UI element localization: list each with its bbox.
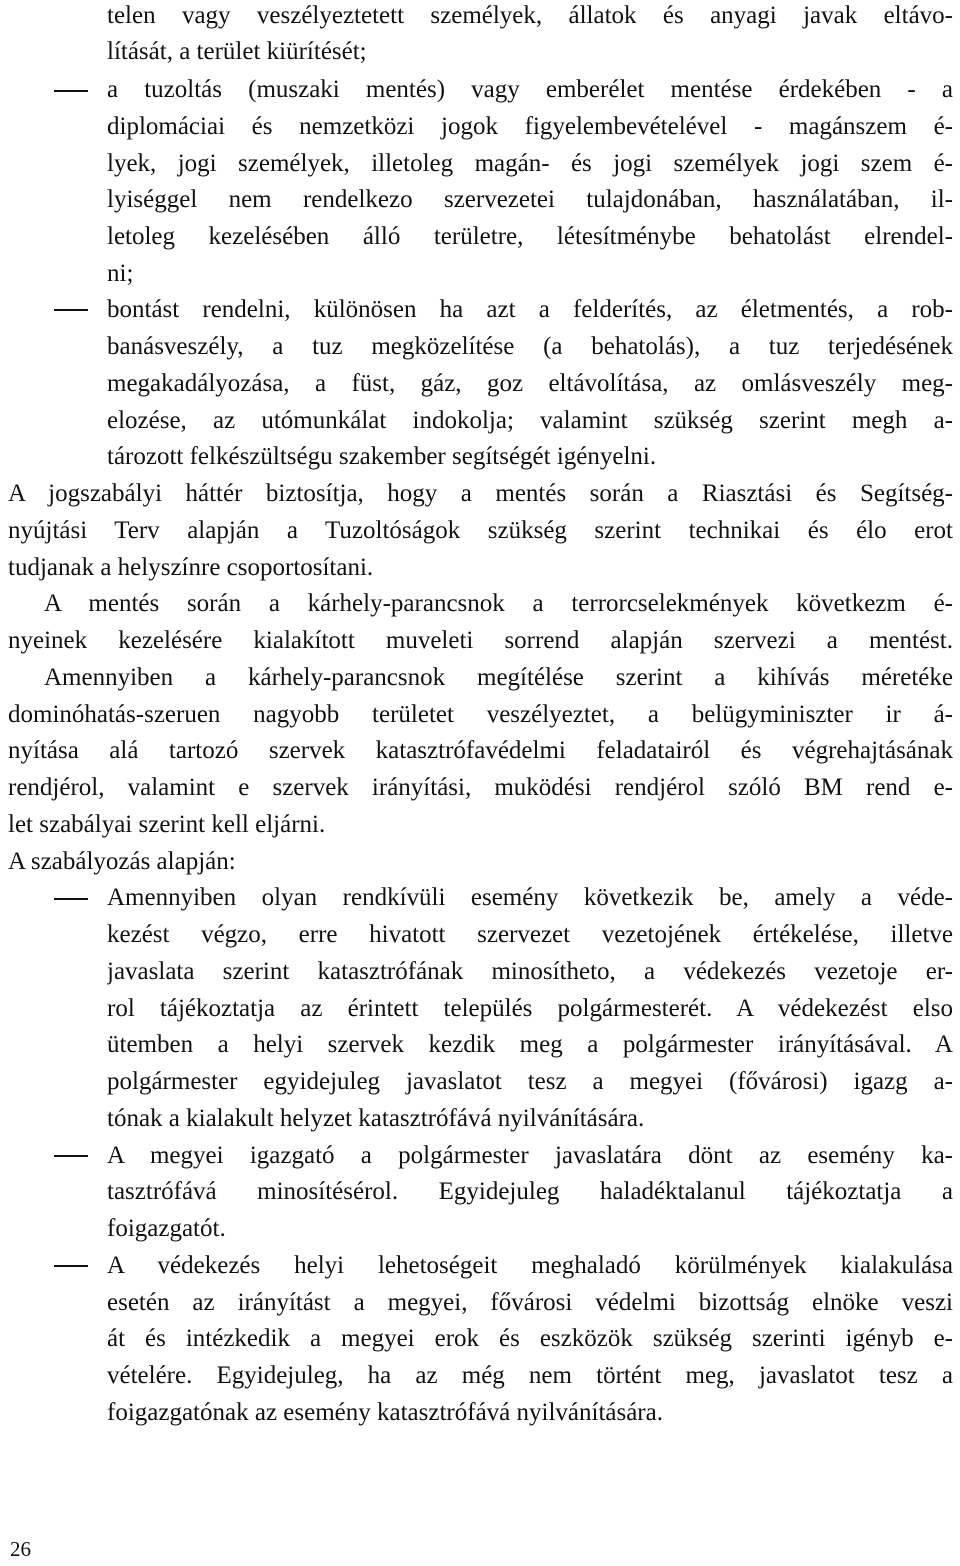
text-line: megakadályozása, a füst, gáz, goz eltávolítása, az omlásveszély meg-	[107, 370, 953, 397]
text-line: lyiséggel nem rendelkezo szervezetei tulajdonában, használatában, il-	[107, 186, 953, 213]
text-line: foigazgatónak az esemény katasztrófává nyilvánítására.	[107, 1399, 663, 1426]
text-line: tározott felkészültségu szakember segítségét igényelni.	[107, 443, 657, 470]
text-line: át és intézkedik a megyei erok és eszközök szükség szerinti igényb e-	[107, 1325, 953, 1352]
text-line: Amennyiben olyan rendkívüli esemény következik be, amely a véde-	[107, 884, 953, 911]
text-line: bontást rendelni, különösen ha azt a felderítés, az életmentés, a rob-	[107, 296, 953, 323]
text-line: A szabályozás alapján:	[8, 848, 236, 875]
page-number: 26	[10, 1537, 31, 1561]
text-line: a tuzoltás (muszaki mentés) vagy emberélet mentése érdekében - a	[107, 76, 953, 103]
text-line: tasztrófává minosítésérol. Egyidejuleg haladéktalanul tájékoztatja a	[107, 1178, 953, 1205]
text-line: polgármester egyidejuleg javaslatot tesz a megyei (fővárosi) igazg a-	[107, 1068, 953, 1095]
text-line: rol tájékoztatja az érintett település polgármesterét. A védekezést elso	[107, 995, 953, 1022]
text-line: nyítása alá tartozó szervek katasztrófavédelmi feladatairól és végrehajtásának	[8, 737, 953, 764]
text-line: A védekezés helyi lehetoségeit meghaladó körülmények kialakulása	[107, 1252, 953, 1279]
text-line: nyeinek kezelésére kialakított muveleti sorrend alapján szervezi a mentést.	[8, 627, 953, 654]
text-line: elozése, az utómunkálat indokolja; valamint szükség szerint megh a-	[107, 407, 953, 434]
text-line: ni;	[107, 260, 134, 287]
list-dash	[54, 309, 88, 311]
text-line: nyújtási Terv alapján a Tuzoltóságok szükség szerint technikai és élo erot	[8, 517, 953, 544]
text-line: rendjérol, valamint e szervek irányítási, muködési rendjérol szóló BM rend e-	[8, 774, 953, 801]
text-line: A jogszabályi háttér biztosítja, hogy a mentés során a Riasztási és Segítség-	[8, 480, 953, 507]
text-line: javaslata szerint katasztrófának minosítheto, a védekezés vezetoje er-	[107, 958, 953, 985]
list-dash	[54, 1265, 88, 1267]
text-line: foigazgatót.	[107, 1215, 226, 1242]
text-line: ütemben a helyi szervek kezdik meg a polgármester irányításával. A	[107, 1031, 953, 1058]
text-line: letoleg kezelésében álló területre, létesítménybe behatolást elrendel-	[107, 223, 953, 250]
text-line: lítását, a terület kiürítését;	[107, 38, 367, 65]
text-line: kezést végzo, erre hivatott szervezet vezetojének értékelése, illetve	[107, 921, 953, 948]
text-line: A mentés során a kárhely-parancsnok a terrorcselekmények következm é-	[44, 590, 953, 617]
text-line: tónak a kialakult helyzet katasztrófává nyilvánítására.	[107, 1105, 645, 1132]
text-line: Amennyiben a kárhely-parancsnok megítélése szerint a kihívás méretéke	[44, 664, 953, 691]
text-line: vételére. Egyidejuleg, ha az még nem történt meg, javaslatot tesz a	[107, 1362, 953, 1389]
text-line: diplomáciai és nemzetközi jogok figyelembevételével - magánszem é-	[107, 113, 953, 140]
text-line: lyek, jogi személyek, illetoleg magán- és jogi személyek jogi szem é-	[107, 150, 953, 177]
text-line: dominóhatás-szeruen nagyobb területet veszélyeztet, a belügyminiszter ir á-	[8, 701, 953, 728]
text-line: esetén az irányítást a megyei, fővárosi védelmi bizottság elnöke veszi	[107, 1289, 953, 1316]
text-line: let szabályai szerint kell eljárni.	[8, 811, 326, 838]
list-dash	[54, 898, 88, 900]
text-line: telen vagy veszélyeztetett személyek, állatok és anyagi javak eltávo-	[107, 2, 953, 29]
text-line: tudjanak a helyszínre csoportosítani.	[8, 554, 374, 581]
text-line: A megyei igazgató a polgármester javaslatára dönt az esemény ka-	[107, 1142, 953, 1169]
list-dash	[54, 90, 88, 92]
list-dash	[54, 1155, 88, 1157]
text-line: banásveszély, a tuz megközelítése (a behatolás), a tuz terjedésének	[107, 333, 953, 360]
